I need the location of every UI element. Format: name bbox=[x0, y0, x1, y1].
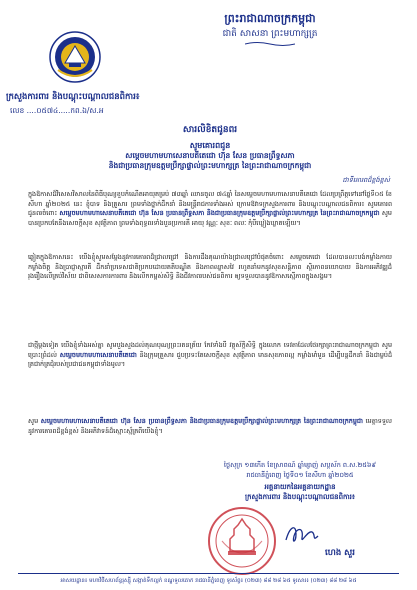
body-paragraph-1 bbox=[28, 190, 392, 228]
handwritten-signature bbox=[282, 520, 322, 548]
signatory-title-line-2: ក្រសួងការពារ និងបណ្ដុះបណ្ដាលជនពិការ៖ bbox=[245, 493, 355, 501]
footer-divider bbox=[18, 573, 399, 574]
paragraph-4-end: មេត្តាទទួលនូវការគោរពដ៏ខ្ពង់ខ្ពស់ និងអភិវាទន៍ដ៏ស្មោះស្ម័គ្រពីយើងខ្ញុំ។ bbox=[28, 417, 392, 435]
recipient-block bbox=[40, 151, 380, 171]
paragraph-1-end: សូមបានប្រកបតែនឹងសេចក្តីសុខ សុវត្ថិភាព ព្រមទាំងពុទ្ធពរទាំងបួនប្រការគឺ អាយុ វណ្ណៈ សុខៈ ពលៈ កុំបីឃ្លៀងឃ្លាតឡើយ។ bbox=[28, 209, 392, 227]
reference-number: លេខ ....០៥៧៤.....កព.ឯ/ស.អ bbox=[10, 106, 104, 115]
kingdom-heading: ព្រះរាជាណាចក្រកម្ពុជា bbox=[224, 12, 316, 25]
body-paragraph-3 bbox=[28, 341, 392, 370]
letter-title: សារលិខិតជូនពរ bbox=[182, 125, 238, 135]
paragraph-4-prefix: សូម bbox=[28, 417, 39, 425]
salutation: សូមគោរពជូន bbox=[189, 141, 231, 150]
recipient-line-1: សម្តេចមហាមហាសេនាបតីតេជោ ហ៊ុន សែន ប្រធានព្រឹទ្ធសភា bbox=[125, 151, 295, 160]
recipient-line-2: និងជាប្រធានក្រុមឧត្តមប្រឹក្សាផ្ទាល់ព្រះមហាក្សត្រ នៃព្រះរាជាណាចក្រកម្ពុជា bbox=[108, 161, 312, 170]
paragraph-1-text: ក្នុងឱកាសដ៏វិសេសវិសាលនៃពិធីបុណ្យខួបកំណើតអាយុគម្រប់ ៧៣ឆ្នាំ ឈានចូល ៧៤ឆ្នាំ នៃសម្តេចមហាមហាសេនាបតីតេជោ ដែលប្រព្រឹត្តទៅនៅថ្ងៃទី០៥ ខែសីហា ឆ្នាំ២០២៥ នេះ ខ្ញុំបាទ និងគ្រួសារ ព្រមទាំងថ្នាក់ដឹកនាំ និងមន្ត្រីរាជការទាំងអស់ ក្រោមឱវាទក្រសួងការពារ និងបណ្ដុះបណ្ដាលជនពិការ៖ សូមគោរពជូនពរចំពោះ bbox=[28, 190, 392, 218]
ministry-name: ក្រសួងការពារ និងបណ្ដុះបណ្ដាលជនពិការ៖ bbox=[6, 92, 140, 102]
body-paragraph-4 bbox=[28, 417, 392, 436]
date-block bbox=[205, 460, 395, 480]
national-motto: ជាតិ សាសនា ព្រះមហាក្សត្រ bbox=[222, 29, 318, 39]
body-paragraph-2: ឆ្លៀតក្នុងឱកាសនេះ យើងខ្ញុំសូមសម្តែងនូវការគោរពដ៏ជ្រាលជ្រៅ និងការដឹងគុណយ៉ាងជ្រាលជ្រៅបំផុតចំពោះ សម្តេចតេជោ ដែលបានលះបង់កម្លាំងកាយ កម្លាំងចិត្ត និងប្រាជ្ញាស្មារតី ដឹកនាំប្រទេសជាតិប្រកបដោយគតិបណ្ឌិត និងភាពឈ្លាសវៃ រហូតនាំមកនូវសុខសន្តិភាព ស្ថិរភាពនយោបាយ និងការអភិវឌ្ឍដ៏រុងរឿងលើគ្រប់វិស័យ ជាពិសេសការការពារ និងលើកកម្ពស់សិទ្ធិ និងជីវភាពរបស់ជនពិការ ឲ្យទទួលបាននូវឱកាសស្មើភាពក្នុងសង្គម។ bbox=[28, 253, 392, 281]
official-seal-stamp bbox=[206, 505, 278, 577]
recipient-honorific: ជាទីគោរពដ៏ខ្ពង់ខ្ពស់ bbox=[342, 176, 390, 184]
ministry-logo-emblem bbox=[48, 30, 102, 84]
paragraph-4-recipient: សម្តេចមហាមហាសេនាបតីតេជោ ហ៊ុន សែន ប្រធានព្រឹទ្ធសភា និងជាប្រធានក្រុមឧត្តមប្រឹក្សាផ្ទាល់ព្រះមហាក្សត្រ នៃព្រះរាជាណាចក្រកម្ពុជា bbox=[40, 417, 363, 425]
paragraph-3-recipient: សម្តេចមហាមហាសេនាបតីតេជោ bbox=[59, 350, 137, 359]
lunar-date: ថ្ងៃសុក្រ ១៣កើត ខែស្រាពណ៍ ឆ្នាំម្សាញ់ សប្តស័ក ព.ស.២៥៦៩ bbox=[223, 461, 377, 469]
signatory-title-line-1: អគ្គនាយកនៃអគ្គនាយកដ្ឋាន bbox=[264, 483, 336, 491]
signatory-title bbox=[205, 482, 395, 502]
heading-ornament bbox=[245, 41, 295, 47]
paragraph-1-recipient: សម្តេចមហាមហាសេនាបតីតេជោ ហ៊ុន សែន ប្រធានព្រឹទ្ធសភា និងជាប្រធានក្រុមឧត្តមប្រឹក្សាផ្ទាល់ព្រះមហាក្សត្រ នៃព្រះរាជាណាចក្រកម្ពុជា bbox=[59, 209, 380, 218]
paragraph-3-text: ជាថ្មីម្តងទៀត យើងខ្ញុំទាំងអស់គ្នា សូមបួងសួងដល់គុណបុណ្យព្រះរតនត្រ័យ កែវទាំងបី វត្ថុស័ក្តិសិទ្ធិ ក្នុងលោក ទេវតាដែលថែរក្សាព្រះរាជាណាចក្រកម្ពុជា សូមប្រោះព្រំដល់ bbox=[28, 341, 392, 359]
paragraph-3-end: និងក្រុមគ្រួសារ ជួបប្រទះតែសេចក្តីសុខ សុវត្ថិភាព មានសុខភាពល្អ កម្លាំងមាំមួន ដើម្បីបន្តដឹកនាំ និងជាម្លប់ដ៏ត្រជាក់ត្រជុំរបស់ប្រជាជនកម្ពុជាទាំងមូល។ bbox=[28, 350, 392, 369]
solar-date: រាជធានីភ្នំពេញ ថ្ងៃទី០១ ខែសីហា ឆ្នាំ២០២៥ bbox=[246, 471, 354, 479]
signer-name: ហេង សួរ bbox=[325, 548, 355, 558]
footer-address: អាសយដ្ឋាន៖ មហាវិថីសហព័ន្ធរុស្ស៊ី សង្កាត់ទឹកល្អក់ ខណ្ឌទួលគោក រាជធានីភ្នំពេញ ទូរស័ព្ទ៖ (០២៣) ៨៨ ២៨ ៦៥ ទូរសារ៖ (០២៣) ៨៨ ២៨ ៦៥ bbox=[60, 578, 357, 584]
